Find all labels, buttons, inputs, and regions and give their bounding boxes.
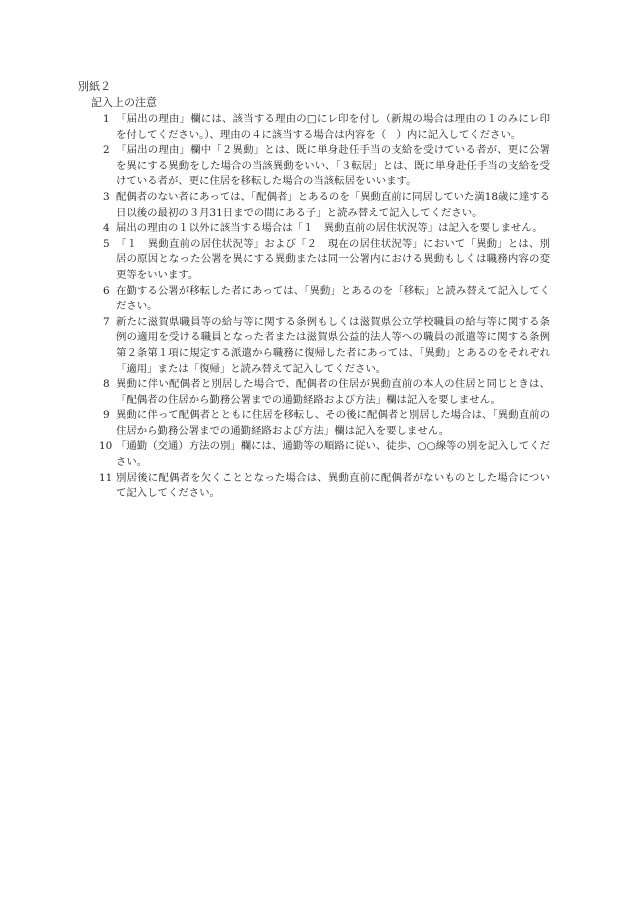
note-number: 7 (103, 315, 110, 328)
note-number: 4 (103, 222, 110, 235)
note-text: 異動に伴い配偶者と別居した場合で、配偶者の住居が異動直前の本人の住居と同じときは、「配偶者の住居から勤務公署までの通勤経路および方法」欄は記入を要しません。 (116, 378, 550, 406)
note-item-5 (103, 237, 550, 284)
note-number: 2 (103, 144, 110, 157)
note-number: 5 (103, 237, 110, 250)
note-item-7 (103, 315, 550, 377)
note-item-3 (103, 190, 550, 221)
note-text: 在勤する公署が移転した者にあっては、「異動」とあるのを「移転」と読み替えて記入してください。 (116, 284, 550, 313)
note-number: 3 (103, 190, 110, 203)
note-text: 別居後に配偶者を欠くこととなった場合は、異動直前に配偶者がないものとした場合について記入してください。 (116, 471, 550, 500)
notes-heading: 記入上の注意 (91, 96, 157, 109)
note-number: 1 (103, 113, 110, 125)
note-text: 異動に伴って配偶者とともに住居を移転し、その後に配偶者と別居した場合は、「異動直前の住居から勤務公署までの通勤経路および方法」欄は記入を要しません。 (116, 409, 550, 437)
note-item-6 (103, 284, 550, 315)
note-item-9 (103, 408, 550, 439)
note-number: 9 (103, 409, 110, 422)
note-number: 11 (99, 471, 113, 484)
note-item-11 (99, 471, 550, 502)
notes-list (99, 112, 550, 502)
note-item-2 (103, 143, 550, 190)
note-text: 配偶者のない者にあっては、「配偶者」とあるのを「異動直前に同居していた満18歳に達する日以後の最初の３月31日までの間にある子」と読み替えて記入してください。 (116, 190, 550, 219)
attachment-label: 別紙２ (78, 80, 111, 93)
note-text: 「通勤（交通）方法の別」欄には、通勤等の順路に従い、徒歩、○○線等の別を記入してください。 (116, 440, 550, 469)
note-number: 10 (99, 440, 113, 453)
note-item-1 (103, 112, 550, 143)
note-text: 「届出の理由」欄には、該当する理由の□にレ印を付し（新規の場合は理由の１のみにレ印を付してください。）、理由の４に該当する場合は内容を（ ）内に記入してください。 (116, 113, 550, 141)
note-item-8 (103, 377, 550, 408)
note-item-10 (99, 439, 550, 470)
note-text: 「１ 異動直前の居住状況等」および「２ 現在の居住状況等」において「異動」とは、別居の原因となった公署を異にする異動または同一公署内における異動もしくは職務内容の変更等をいいます。 (116, 237, 550, 281)
note-text: 届出の理由の１以外に該当する場合は「１ 異動直前の居住状況等」は記入を要しません。 (116, 222, 543, 235)
note-number: 6 (103, 284, 110, 297)
note-number: 8 (103, 378, 110, 391)
note-text: 新たに滋賀県職員等の給与等に関する条例もしくは滋賀県公立学校職員の給与等に関する条例の適用を受ける職員となった者または滋賀県公益的法人等への職員の派遣等に関する条例第２条第１項に規定する派遣から職務に復帰した者にあっては、「異動」とあるのをそれぞれ「適用」または「復帰」と読み替えて記入してください。 (116, 315, 550, 375)
note-text: 「届出の理由」欄中「２異動」とは、既に単身赴任手当の支給を受けている者が、更に公署を異にする異動をした場合の当該異動をいい、「３転居」とは、既に単身赴任手当の支給を受けている者が、更に住居を移転した場合の当該転居をいいます。 (116, 144, 550, 188)
note-item-4 (103, 221, 550, 237)
